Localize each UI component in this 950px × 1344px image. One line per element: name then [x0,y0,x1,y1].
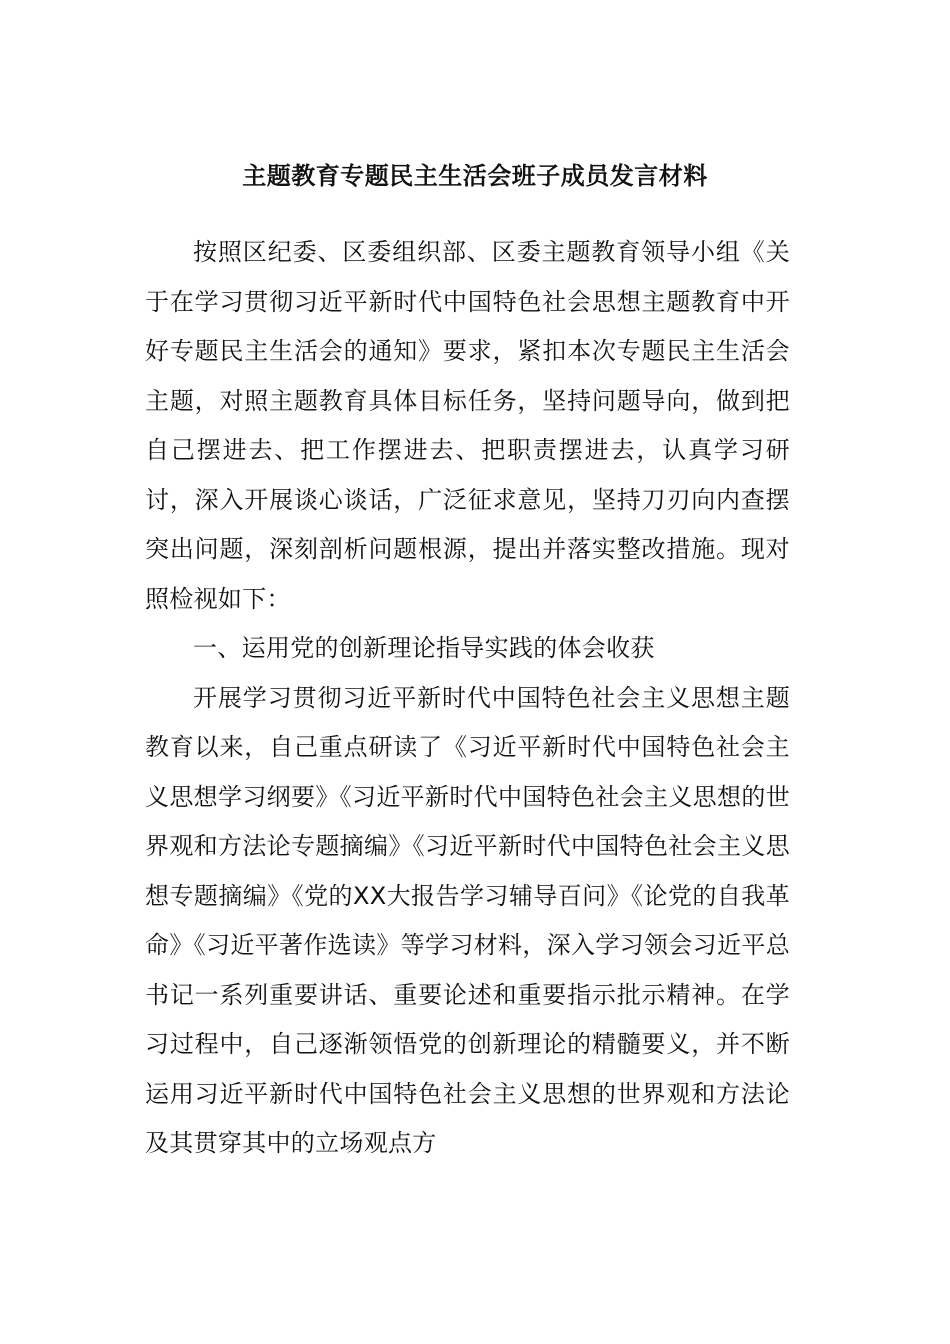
intro-paragraph: 按照区纪委、区委组织部、区委主题教育领导小组《关于在学习贯彻习近平新时代中国特色社会思想主题教育中开好专题民主生活会的通知》要求，紧扣本次专题民主生活会主题，对照主题教育具体目标任务，坚持问题导向，做到把自己摆进去、把工作摆进去、把职责摆进去，认真学习研讨，深入开展谈心谈话，广泛征求意见，坚持刀刃向内查摆突出问题，深刻剖析问题根源，提出并落实整改措施。现对照检视如下： [145,238,790,613]
section-paragraph: 开展学习贯彻习近平新时代中国特色社会主义思想主题教育以来，自己重点研读了《习近平新时代中国特色社会主义思想学习纲要》《习近平新时代中国特色社会主义思想的世界观和方法论专题摘编》《习近平新时代中国特色社会主义思想专题摘编》《党的XX大报告学习辅导百问》《论党的自我革命》《习近平著作选读》等学习材料，深入学习领会习近平总书记一系列重要讲话、重要论述和重要指示批示精神。在学习过程中，自己逐渐领悟党的创新理论的精髓要义，并不断运用习近平新时代中国特色社会主义思想的世界观和方法论及其贯穿其中的立场观点方 [145,683,790,1157]
document-title: 主题教育专题民主生活会班子成员发言材料 [242,162,708,190]
section-heading: 一、运用党的创新理论指导实践的体会收获 [193,634,655,662]
document-body [145,228,790,1169]
